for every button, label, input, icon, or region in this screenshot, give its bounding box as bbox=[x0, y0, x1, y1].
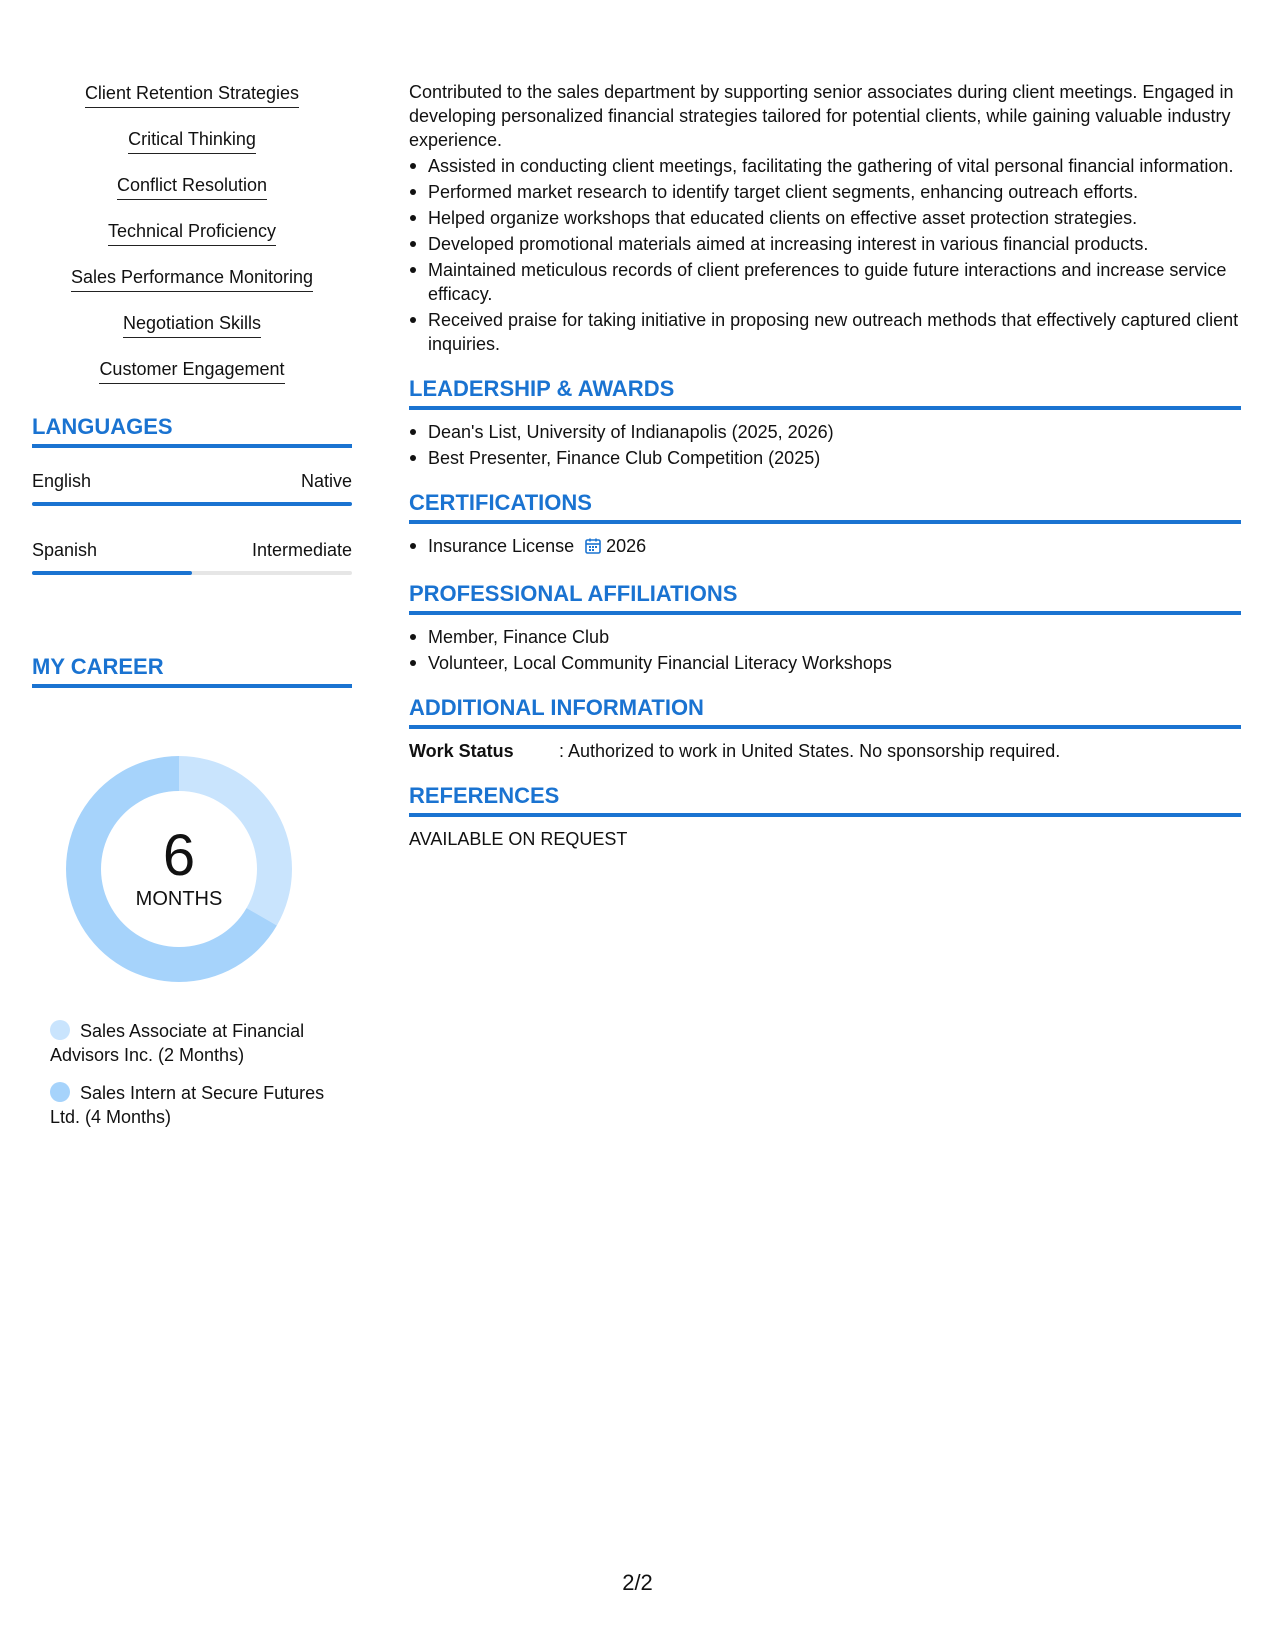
language-name: English bbox=[32, 471, 92, 491]
list-item bbox=[409, 534, 1241, 561]
affiliations-list bbox=[409, 625, 1241, 675]
additional-heading: ADDITIONAL INFORMATION bbox=[409, 695, 1241, 729]
language-bar-fill bbox=[32, 502, 352, 506]
list-item: Helped organize workshops that educated clients on effective asset protection strategies. bbox=[409, 206, 1241, 230]
skill-item: Negotiation Skills bbox=[123, 312, 261, 338]
career-total-value: 6 bbox=[162, 823, 196, 888]
list-item: Volunteer, Local Community Financial Literacy Workshops bbox=[409, 651, 1241, 675]
language-level: Intermediate bbox=[251, 540, 352, 560]
list-item: Member, Finance Club bbox=[409, 625, 1241, 649]
languages-heading: LANGUAGES bbox=[32, 414, 352, 448]
list-item: Dean's List, University of Indianapolis (2025, 2026) bbox=[409, 420, 1241, 444]
page-number: 2/2 bbox=[622, 1570, 653, 1595]
list-item: Performed market research to identify target client segments, enhancing outreach efforts. bbox=[409, 180, 1241, 204]
language-bar-english bbox=[32, 502, 352, 506]
references-heading: REFERENCES bbox=[409, 783, 1241, 817]
leadership-list bbox=[409, 420, 1241, 470]
legend-item bbox=[50, 1081, 340, 1129]
work-status-row bbox=[409, 739, 1241, 763]
list-item: Best Presenter, Finance Club Competition (2025) bbox=[409, 446, 1241, 470]
language-row-spanish bbox=[32, 539, 352, 561]
skill-item: Technical Proficiency bbox=[108, 220, 276, 246]
work-status-value: : Authorized to work in United States. No sponsorship required. bbox=[559, 741, 1061, 761]
experience-intro: Contributed to the sales department by supporting senior associates during client meetings. Engaged in developing personalized financial strategies tailored for potential clients, while gaining valuable industry experience. bbox=[409, 82, 1234, 150]
skill-item: Customer Engagement bbox=[99, 358, 284, 384]
skills-list bbox=[32, 82, 352, 404]
skill-item: Sales Performance Monitoring bbox=[71, 266, 313, 292]
list-item: Developed promotional materials aimed at increasing interest in various financial products. bbox=[409, 232, 1241, 256]
legend-item bbox=[50, 1019, 340, 1067]
career-heading: MY CAREER bbox=[32, 654, 352, 688]
donut-center bbox=[66, 756, 292, 982]
legend-label: Sales Associate at Financial Advisors Inc. (2 Months) bbox=[50, 1021, 305, 1065]
main-content bbox=[409, 80, 1241, 851]
career-total-unit: MONTHS bbox=[135, 888, 223, 910]
certification-year: 2026 bbox=[606, 536, 647, 556]
language-row-english bbox=[32, 470, 352, 492]
references-text: AVAILABLE ON REQUEST bbox=[409, 829, 628, 849]
career-donut-chart bbox=[66, 756, 292, 982]
certifications-list bbox=[409, 534, 1241, 561]
list-item: Assisted in conducting client meetings, facilitating the gathering of vital personal financial information. bbox=[409, 154, 1241, 178]
legend-swatch bbox=[50, 1082, 70, 1102]
experience-bullets bbox=[409, 154, 1241, 356]
affiliations-heading: PROFESSIONAL AFFILIATIONS bbox=[409, 581, 1241, 615]
skill-item: Client Retention Strategies bbox=[85, 82, 299, 108]
language-bar-fill bbox=[32, 571, 192, 575]
legend-swatch bbox=[50, 1020, 70, 1040]
certification-name: Insurance License bbox=[428, 536, 575, 556]
language-name: Spanish bbox=[32, 540, 98, 560]
work-status-label: Work Status bbox=[409, 741, 514, 761]
list-item: Maintained meticulous records of client preferences to guide future interactions and increase service efficacy. bbox=[409, 258, 1241, 306]
list-item: Received praise for taking initiative in proposing new outreach methods that effectively captured client inquiries. bbox=[409, 308, 1241, 356]
leadership-heading: LEADERSHIP & AWARDS bbox=[409, 376, 1241, 410]
calendar-icon bbox=[584, 537, 602, 561]
certifications-heading: CERTIFICATIONS bbox=[409, 490, 1241, 524]
language-level: Native bbox=[300, 471, 352, 491]
skill-item: Critical Thinking bbox=[128, 128, 256, 154]
legend-label: Sales Intern at Secure Futures Ltd. (4 Months) bbox=[50, 1083, 325, 1127]
language-bar-spanish bbox=[32, 571, 352, 575]
skill-item: Conflict Resolution bbox=[117, 174, 267, 200]
